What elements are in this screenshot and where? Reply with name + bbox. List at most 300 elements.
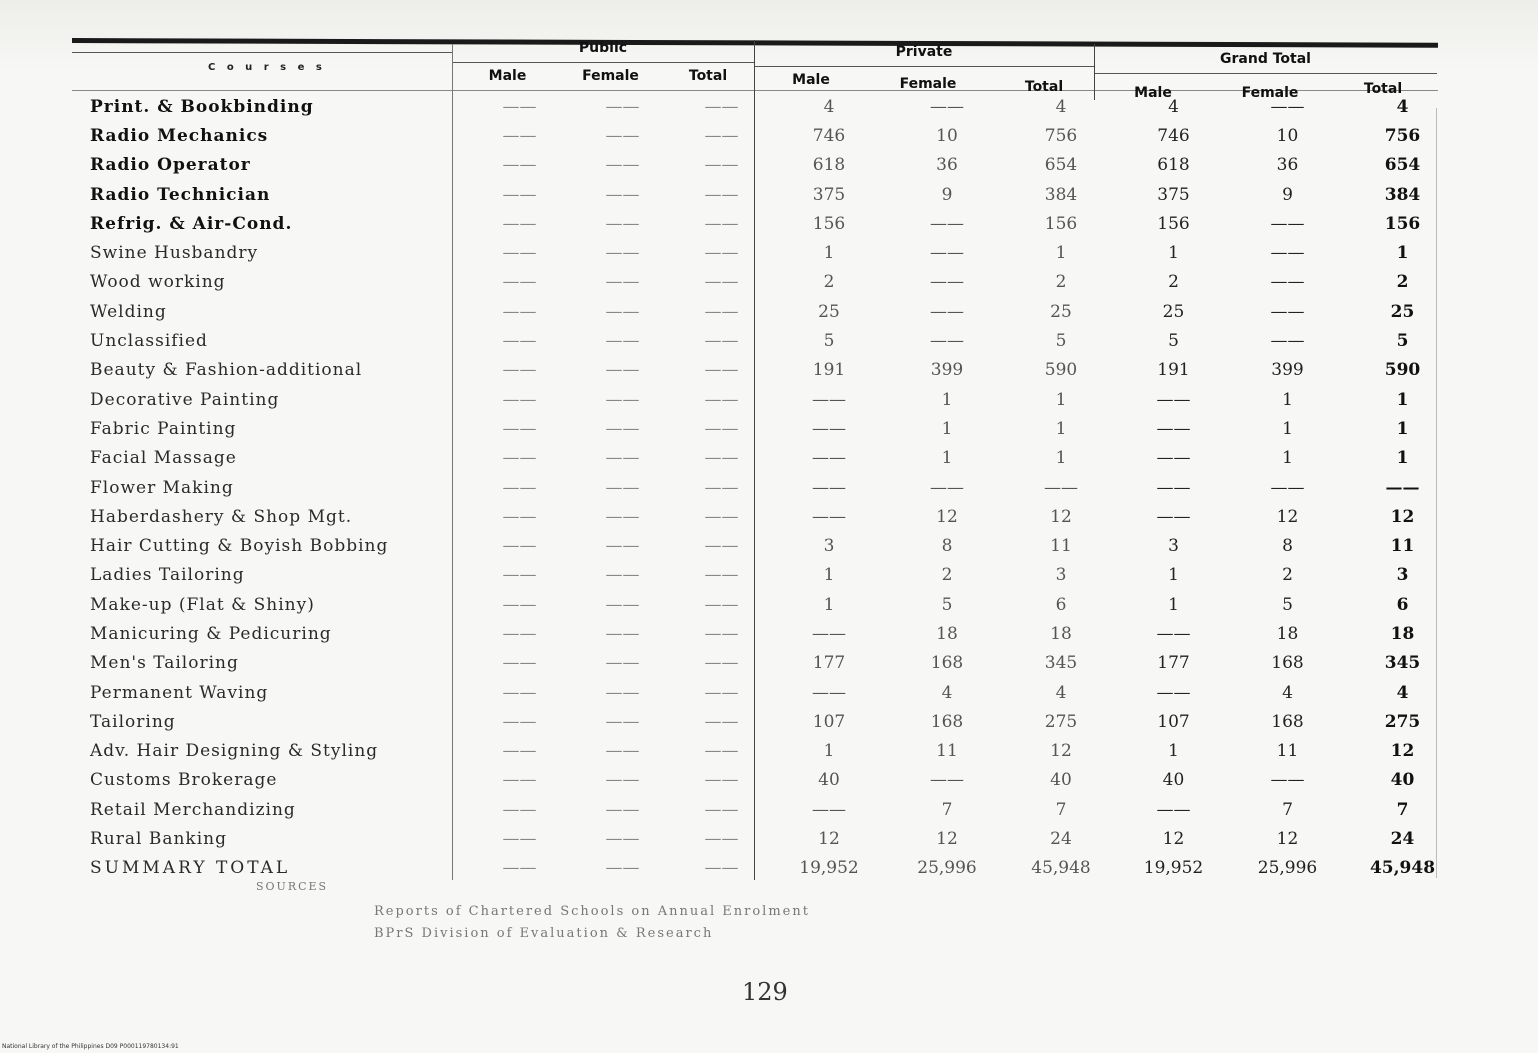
private-total-cell: 654 [1044,155,1078,176]
table-row [72,619,1460,648]
grand-male-cell: —— [1156,623,1191,644]
private-female-cell: 1 [941,389,953,410]
private-male-cell: 3 [823,536,835,557]
grand-male-cell: 107 [1157,711,1190,732]
course-name: Welding [90,301,167,322]
private-male-cell: 191 [812,360,846,381]
public-total-cell: —— [704,213,739,234]
private-total-cell: 12 [1050,506,1072,527]
page-number: 129 [742,978,788,1006]
private-total-cell: 4 [1055,682,1067,703]
public-male-cell: —— [502,389,537,410]
grand-total-cell: 1 [1396,243,1409,264]
grand-male-cell: 746 [1157,125,1190,146]
course-name: Beauty & Fashion-additional [90,360,363,381]
public-total-cell: —— [704,682,739,703]
public-total-cell: —— [704,243,739,264]
private-female-cell: 168 [930,653,964,674]
grand-total-cell: 1 [1396,418,1409,439]
course-name: Men's Tailoring [90,653,239,674]
private-male-cell: 12 [818,829,840,850]
public-female-cell: —— [605,448,640,469]
public-total-cell: —— [704,536,739,557]
public-male-cell: —— [502,213,537,234]
private-total-cell: 275 [1044,711,1078,732]
private-total-cell: 2 [1055,272,1067,293]
grand-female-cell: —— [1270,243,1305,264]
private-male-cell: 19,952 [799,858,859,879]
grand-total-cell: 3 [1396,565,1409,586]
course-name: Refrig. & Air-Cond. [90,213,293,234]
public-male-cell: —— [502,594,537,615]
public-male-cell: —— [502,653,537,674]
course-name: Facial Massage [90,448,237,469]
course-name: Ladies Tailoring [90,565,245,586]
private-total-cell: 12 [1050,741,1072,762]
grand-total-cell: 6 [1396,594,1409,615]
public-male-cell: —— [502,477,537,498]
grand-female-cell: —— [1270,477,1305,498]
private-total-cell: 18 [1050,623,1072,644]
grand-male-header: Male [1134,85,1172,101]
private-male-cell: —— [812,418,846,439]
grand-male-cell: 1 [1168,594,1179,615]
source-line: BPrS Division of Evaluation & Research [374,926,714,941]
grand-female-cell: 1 [1282,448,1293,469]
grand-total-header-rule [1094,73,1437,74]
public-female-cell: —— [605,360,640,381]
private-male-cell: 156 [812,213,846,234]
private-total-cell: 1 [1055,389,1067,410]
public-male-cell: —— [502,770,537,791]
public-total-cell: —— [704,272,739,293]
private-male-cell: 1 [823,565,835,586]
public-male-cell: —— [502,331,537,352]
private-male-cell: —— [812,448,846,469]
public-female-cell: —— [605,243,640,264]
private-female-cell: 9 [941,184,953,205]
public-total-cell: —— [704,565,739,586]
private-male-cell: 618 [812,155,846,176]
grand-total-cell: 12 [1390,741,1415,762]
grand-female-cell: 399 [1271,360,1304,381]
grand-male-cell: 375 [1157,184,1190,205]
public-male-cell: —— [502,418,537,439]
grand-total-cell: 345 [1384,653,1421,674]
private-total-cell: 45,948 [1031,858,1091,879]
private-female-cell: —— [930,213,964,234]
public-total-cell: —— [704,829,739,850]
private-male-cell: 746 [812,125,846,146]
table-row [72,385,1460,414]
private-total-cell: —— [1044,477,1078,498]
private-total-cell: 1 [1055,418,1067,439]
public-total-cell: —— [704,653,739,674]
table-row [72,444,1460,473]
private-female-cell: 4 [941,682,953,703]
grand-female-cell: 9 [1282,184,1293,205]
grand-total-cell: 4 [1396,682,1409,703]
private-total-cell: 384 [1044,184,1078,205]
course-name: Adv. Hair Designing & Styling [90,741,379,762]
grand-female-cell: 12 [1276,829,1299,850]
grand-male-cell: 1 [1168,243,1179,264]
private-total-cell: 1 [1055,448,1067,469]
grand-total-cell: 18 [1390,623,1415,644]
grand-female-cell: —— [1270,770,1305,791]
course-name: Retail Merchandizing [90,799,296,820]
sources-label: SOURCES [256,880,329,893]
table-row [72,824,1460,853]
public-female-cell: —— [605,858,640,879]
grand-male-cell: 5 [1168,331,1179,352]
grand-total-cell: 11 [1390,536,1415,557]
table-row [72,590,1460,619]
private-female-cell: —— [930,272,964,293]
summary-row [72,854,1460,883]
private-total-cell: 7 [1055,799,1067,820]
private-male-cell: 1 [823,594,835,615]
private-total-cell: 25 [1050,301,1072,322]
private-male-cell: 1 [823,243,835,264]
table-row [72,795,1460,824]
public-female-cell: —— [605,536,640,557]
private-female-header: Female [899,76,957,92]
table-row [72,766,1460,795]
course-name: Decorative Painting [90,389,280,410]
public-male-cell: —— [502,829,537,850]
grand-female-cell: 10 [1276,125,1299,146]
public-female-cell: —— [605,770,640,791]
private-total-header: Total [1024,79,1064,95]
public-female-cell: —— [605,477,640,498]
course-name: Radio Technician [90,184,271,205]
private-male-cell: 177 [812,653,846,674]
public-group-header: Public [578,40,628,56]
public-female-cell: —— [605,799,640,820]
table-row [72,737,1460,766]
course-name: Make-up (Flat & Shiny) [90,594,315,615]
public-female-cell: —— [605,623,640,644]
private-male-cell: 1 [823,741,835,762]
public-female-cell: —— [605,711,640,732]
public-female-cell: —— [605,682,640,703]
public-total-cell: —— [704,711,739,732]
private-female-cell: 11 [936,741,958,762]
private-female-cell: —— [930,301,964,322]
grand-male-cell: 1 [1168,741,1179,762]
grand-female-cell: 11 [1276,741,1299,762]
table-row [72,92,1460,121]
private-male-cell: 107 [812,711,846,732]
grand-male-cell: 191 [1157,360,1190,381]
public-male-cell: —— [502,711,537,732]
table-row [72,502,1460,531]
grand-total-cell: 40 [1390,770,1415,791]
private-total-cell: 756 [1044,125,1078,146]
grand-female-cell: 18 [1276,623,1299,644]
grand-total-cell: 45,948 [1369,858,1436,879]
grand-total-cell: 2 [1396,272,1409,293]
grand-female-cell: 7 [1282,799,1293,820]
grand-total-cell: —— [1385,477,1420,498]
grand-total-group-header: Grand Total [1220,51,1311,67]
private-male-cell: —— [812,389,846,410]
public-male-cell: —— [502,682,537,703]
private-male-cell: 4 [823,96,835,117]
course-name: Rural Banking [90,829,227,850]
public-male-cell: —— [502,125,537,146]
grand-male-cell: —— [1156,448,1191,469]
public-total-cell: —— [704,360,739,381]
private-total-cell: 6 [1055,594,1067,615]
private-male-cell: —— [812,682,846,703]
public-total-cell: —— [704,389,739,410]
public-total-cell: —— [704,623,739,644]
grand-female-cell: 5 [1282,594,1293,615]
public-female-cell: —— [605,155,640,176]
course-name: Flower Making [90,477,234,498]
grand-female-cell: 8 [1282,536,1293,557]
grand-female-cell: 36 [1276,155,1299,176]
public-total-cell: —— [704,96,739,117]
grand-male-cell: 1 [1168,565,1179,586]
private-total-cell: 40 [1050,770,1072,791]
public-female-cell: —— [605,653,640,674]
private-female-cell: 399 [930,360,964,381]
private-male-cell: —— [812,799,846,820]
grand-female-cell: 168 [1271,711,1304,732]
public-female-cell: —— [605,125,640,146]
private-male-cell: —— [812,506,846,527]
public-female-header: Female [582,68,639,84]
library-footer: National Library of the Philippines D09 P000119780134:91 [2,1043,179,1050]
course-name: Tailoring [90,711,176,732]
grand-male-cell: —— [1156,389,1191,410]
grand-male-cell: 25 [1162,301,1185,322]
source-line: Reports of Chartered Schools on Annual Enrolment [374,904,810,919]
grand-female-cell: 2 [1282,565,1293,586]
private-group-header: Private [895,44,953,60]
public-female-cell: —— [605,389,640,410]
public-male-cell: —— [502,184,537,205]
private-female-cell: —— [930,96,964,117]
table-row [72,268,1460,297]
table-row [72,326,1460,355]
table-row [72,180,1460,209]
public-total-cell: —— [704,741,739,762]
private-male-cell: —— [812,623,846,644]
private-male-cell: 2 [823,272,835,293]
public-total-cell: —— [704,184,739,205]
grand-total-cell: 7 [1396,799,1409,820]
public-male-cell: —— [502,96,537,117]
table-row [72,238,1460,267]
public-male-header: Male [488,68,527,84]
grand-total-cell: 24 [1390,829,1415,850]
course-name: Haberdashery & Shop Mgt. [90,506,353,527]
private-total-cell: 4 [1055,96,1067,117]
private-female-cell: 5 [941,594,953,615]
grand-male-cell: 156 [1157,213,1190,234]
private-female-cell: —— [930,770,964,791]
public-total-cell: —— [704,301,739,322]
table-row [72,121,1460,150]
private-female-cell: 1 [941,418,953,439]
public-female-cell: —— [605,594,640,615]
public-male-cell: —— [502,155,537,176]
private-female-cell: 8 [941,536,953,557]
table-row [72,473,1460,502]
private-female-cell: 18 [936,623,958,644]
grand-male-cell: 2 [1168,272,1179,293]
public-total-cell: —— [704,858,739,879]
table-row [72,297,1460,326]
public-male-cell: —— [502,799,537,820]
private-female-cell: 12 [936,506,958,527]
private-female-cell: 1 [941,448,953,469]
private-total-cell: 3 [1055,565,1067,586]
public-total-cell: —— [704,477,739,498]
public-female-cell: —— [605,301,640,322]
public-female-cell: —— [605,565,640,586]
private-female-cell: 2 [941,565,953,586]
grand-male-cell: —— [1156,682,1191,703]
course-name: Fabric Painting [90,418,237,439]
public-female-cell: —— [605,331,640,352]
course-name: Manicuring & Pedicuring [90,623,332,644]
public-male-cell: —— [502,623,537,644]
public-female-cell: —— [605,418,640,439]
public-female-cell: —— [605,184,640,205]
public-total-cell: —— [704,770,739,791]
grand-total-cell: 1 [1396,448,1409,469]
public-total-cell: —— [704,155,739,176]
public-header-rule [452,62,754,63]
private-male-cell: 5 [823,331,835,352]
grand-female-cell: 1 [1282,418,1293,439]
grand-male-cell: 177 [1157,653,1190,674]
private-header-rule [754,66,1094,67]
courses-header: C o u r s e s [208,62,326,73]
table-row [72,561,1460,590]
private-total-cell: 5 [1055,331,1067,352]
public-male-cell: —— [502,360,537,381]
grand-female-cell: 12 [1276,506,1299,527]
public-female-cell: —— [605,213,640,234]
table-row [72,531,1460,560]
grand-total-header: Total [1363,81,1403,97]
private-total-cell: 156 [1044,213,1078,234]
public-female-cell: —— [605,272,640,293]
course-name: Hair Cutting & Boyish Bobbing [90,536,389,557]
private-female-cell: —— [930,331,964,352]
grand-male-cell: 19,952 [1143,858,1204,879]
grand-total-cell: 756 [1384,125,1421,146]
table-row [72,356,1460,385]
grand-male-cell: 12 [1162,829,1185,850]
public-female-cell: —— [605,741,640,762]
private-female-cell: 7 [941,799,953,820]
grand-total-cell: 275 [1384,711,1421,732]
public-total-cell: —— [704,506,739,527]
course-name: Unclassified [90,331,208,352]
course-name: Radio Mechanics [90,125,269,146]
private-female-cell: —— [930,243,964,264]
private-female-cell: 10 [936,125,958,146]
grand-female-cell: —— [1270,96,1305,117]
public-total-cell: —— [704,799,739,820]
public-total-cell: —— [704,594,739,615]
grand-male-cell: 618 [1157,155,1190,176]
public-male-cell: —— [502,565,537,586]
grand-total-cell: 12 [1390,506,1415,527]
table-row [72,209,1460,238]
course-name: Wood working [90,272,226,293]
private-total-cell: 345 [1044,653,1078,674]
grand-female-cell: —— [1270,272,1305,293]
grand-female-cell: 1 [1282,389,1293,410]
private-female-cell: 36 [936,155,958,176]
public-male-cell: —— [502,741,537,762]
grand-female-cell: —— [1270,213,1305,234]
private-male-header: Male [792,72,830,88]
private-female-cell: —— [930,477,964,498]
public-male-cell: —— [502,243,537,264]
table-row [72,678,1460,707]
public-male-cell: —— [502,301,537,322]
table-row [72,707,1460,736]
course-name: Permanent Waving [90,682,269,703]
public-total-cell: —— [704,125,739,146]
course-name: Print. & Bookbinding [90,96,314,117]
private-male-cell: 40 [818,770,840,791]
course-name: Swine Husbandry [90,243,259,264]
public-male-cell: —— [502,536,537,557]
table-row [72,649,1460,678]
private-total-cell: 11 [1050,536,1072,557]
private-female-cell: 168 [930,711,964,732]
private-male-cell: —— [812,477,846,498]
grand-female-cell: —— [1270,331,1305,352]
course-name: SUMMARY TOTAL [90,858,291,879]
private-total-cell: 1 [1055,243,1067,264]
grand-female-header: Female [1241,85,1299,101]
table-row [72,151,1460,180]
private-female-cell: 25,996 [917,858,977,879]
grand-male-cell: 4 [1168,96,1179,117]
public-female-cell: —— [605,506,640,527]
enrolment-table [72,92,1460,883]
private-female-cell: 12 [936,829,958,850]
grand-female-cell: —— [1270,301,1305,322]
public-total-cell: —— [704,331,739,352]
grand-total-cell: 5 [1396,331,1409,352]
grand-total-cell: 654 [1384,155,1421,176]
grand-female-cell: 25,996 [1257,858,1318,879]
courses-header-rule [72,52,452,53]
grand-male-cell: 40 [1162,770,1185,791]
public-total-header: Total [688,68,728,84]
grand-total-cell: 384 [1384,184,1421,205]
public-male-cell: —— [502,448,537,469]
course-name: Radio Operator [90,155,251,176]
public-male-cell: —— [502,858,537,879]
public-male-cell: —— [502,506,537,527]
public-total-cell: —— [704,448,739,469]
grand-male-cell: —— [1156,799,1191,820]
grand-female-cell: 168 [1271,653,1304,674]
